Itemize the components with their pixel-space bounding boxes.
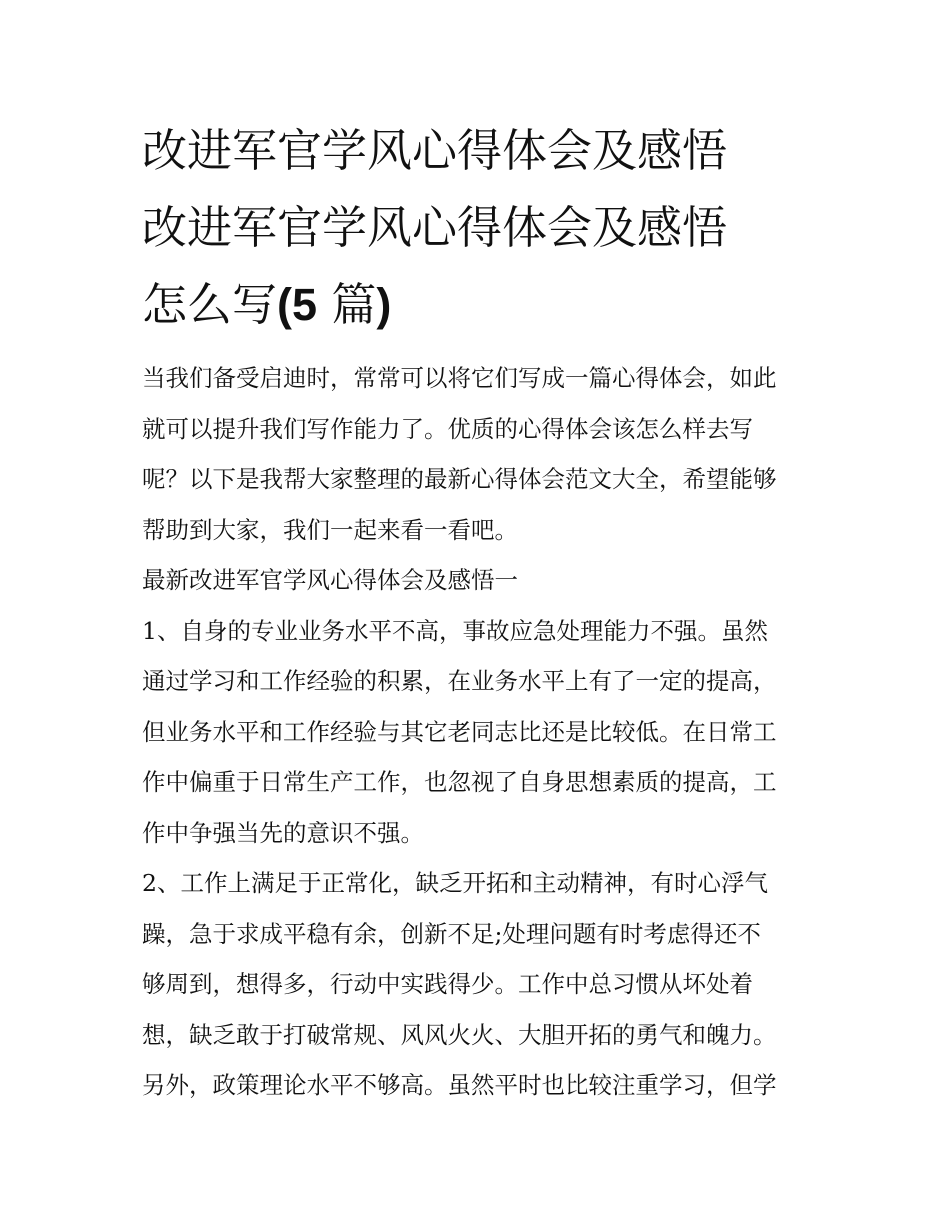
title-line: 改进军官学风心得体会及感悟 (142, 201, 728, 254)
title-text: 怎么写 (142, 278, 278, 331)
text-line: 躁，急于求成平稳有余，创新不足;处理问题有时考虑得还不 (142, 919, 761, 948)
title-count-unit: 篇 (331, 278, 377, 331)
text-line: 1、自身的专业业务水平不高，事故应急处理能力不强。虽然 (142, 616, 768, 645)
text-line: 通过学习和工作经验的积累，在业务水平上有了一定的提高， (142, 667, 777, 695)
document-body (142, 353, 814, 1111)
title-count-open: (5 (277, 279, 318, 330)
title-count-close: ) (376, 279, 392, 330)
point-1-paragraph (142, 606, 814, 859)
text-line: 2、工作上满足于正常化，缺乏开拓和主动精神，有时心浮气 (142, 869, 768, 897)
text-line: 当我们备受启迪时，常常可以将它们写成一篇心得体会，如此 (142, 364, 777, 392)
document-title (142, 112, 814, 343)
text-line: 另外，政策理论水平不够高。虽然平时也比较注重学习，但学 (142, 1071, 777, 1099)
text-line: 想，缺乏敢于打破常规、风风火火、大胆开拓的勇气和魄力。 (142, 1020, 777, 1049)
title-line: 改进军官学风心得体会及感悟 (142, 124, 728, 177)
text-line: 帮助到大家，我们一起来看一看吧。 (142, 515, 518, 544)
text-line: 呢？以下是我帮大家整理的最新心得体会范文大全，希望能够 (142, 465, 777, 493)
text-line: 就可以提升我们写作能力了。优质的心得体会该怎么样去写 (142, 414, 753, 443)
text-line: 作中偏重于日常生产工作，也忽视了自身思想素质的提高，工 (142, 768, 777, 796)
title-line (142, 266, 814, 343)
section-heading (142, 555, 814, 606)
text-line: 但业务水平和工作经验与其它老同志比还是比较低。在日常工 (142, 717, 777, 746)
text-line: 作中争强当先的意识不强。 (142, 818, 424, 847)
point-2-paragraph (142, 858, 814, 1111)
document-page (142, 112, 814, 1111)
intro-paragraph (142, 353, 814, 555)
text-line: 最新改进军官学风心得体会及感悟一 (142, 566, 518, 594)
text-line: 够周到，想得多，行动中实践得少。工作中总习惯从坏处着 (142, 970, 753, 998)
